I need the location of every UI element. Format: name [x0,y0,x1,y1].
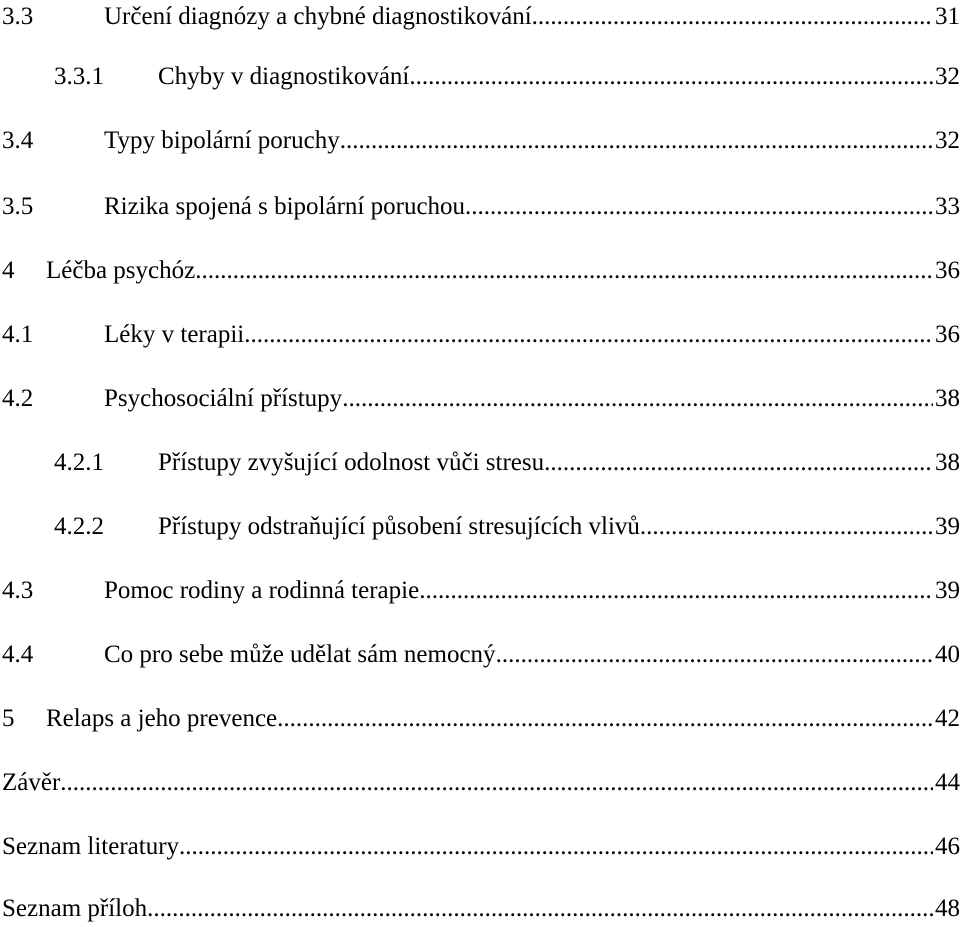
toc-entry-page: 38 [935,385,960,412]
toc-dot-leader [532,0,933,34]
toc-entry-number: 3.3 [2,3,34,30]
toc-entry-title: Léky v terapii [104,321,245,348]
toc-entry-page: 33 [935,193,960,220]
toc-entry[interactable] [0,0,960,34]
toc-entry-title: Přístupy zvyšující odolnost vůči stresu [158,449,545,476]
toc-dot-leader [465,190,933,224]
toc-dot-leader [147,892,933,926]
toc-entry-title: Seznam příloh [2,895,148,922]
toc-entry-number: 4.2.1 [54,449,104,476]
toc-entry-number: 3.5 [2,193,34,220]
toc-dot-leader [277,702,933,736]
toc-entry-page: 44 [935,769,960,796]
toc-entry[interactable] [0,574,960,608]
toc-entry[interactable] [0,766,960,800]
toc-dot-leader [640,510,933,544]
toc-entry-title: Co pro sebe může udělat sám nemocný [104,641,496,668]
toc-entry-title: Relaps a jeho prevence [46,705,278,732]
toc-entry-title: Rizika spojená s bipolární poruchou [104,193,466,220]
toc-entry-page: 31 [935,3,960,30]
toc-entry-title: Chyby v diagnostikování [158,63,410,90]
toc-entry-page: 32 [935,127,960,154]
toc-entry-title: Určení diagnózy a chybné diagnostikování [104,3,532,30]
toc-entry[interactable] [0,510,960,544]
toc-entry-title: Závěr [2,769,61,796]
toc-entry-page: 32 [935,63,960,90]
toc-dot-leader [244,318,933,352]
toc-entry-title: Pomoc rodiny a rodinná terapie [104,577,420,604]
toc-entry[interactable] [0,124,960,158]
toc-dot-leader [195,254,933,288]
toc-dot-leader [419,574,933,608]
toc-entry-page: 39 [935,513,960,540]
toc-entry-number: 4.3 [2,577,34,604]
toc-entry-title: Typy bipolární poruchy [104,127,340,154]
toc-entry[interactable] [0,702,960,736]
toc-entry-title: Psychosociální přístupy [104,385,343,412]
toc-entry[interactable] [0,318,960,352]
toc-entry-title: Přístupy odstraňující působení stresujících vlivů [158,513,640,540]
toc-dot-leader [179,830,933,864]
toc-entry[interactable] [0,446,960,480]
toc-entry[interactable] [0,830,960,864]
toc-dot-leader [60,766,933,800]
toc-entry-title: Seznam literatury [2,833,180,860]
toc-entry-number: 5 [2,705,15,732]
toc-entry[interactable] [0,254,960,288]
toc-entry[interactable] [0,382,960,416]
toc-entry-page: 38 [935,449,960,476]
toc-dot-leader [409,60,933,94]
toc-dot-leader [496,638,933,672]
toc-entry[interactable] [0,892,960,926]
toc-dot-leader [342,382,933,416]
toc-entry-page: 46 [935,833,960,860]
toc-entry[interactable] [0,60,960,94]
toc-entry-page: 36 [935,257,960,284]
toc-entry-number: 3.4 [2,127,34,154]
toc-entry-number: 3.3.1 [54,63,104,90]
toc-entry-number: 4.4 [2,641,34,668]
toc-entry[interactable] [0,638,960,672]
toc-entry-title: Léčba psychóz [46,257,196,284]
toc-dot-leader [544,446,933,480]
toc-entry[interactable] [0,190,960,224]
toc-entry-page: 40 [935,641,960,668]
toc-entry-number: 4.2 [2,385,34,412]
toc-entry-number: 4.1 [2,321,34,348]
toc-entry-number: 4 [2,257,15,284]
toc-entry-number: 4.2.2 [54,513,104,540]
toc-dot-leader [340,124,933,158]
toc-entry-page: 42 [935,705,960,732]
toc-entry-page: 48 [935,895,960,922]
toc-entry-page: 39 [935,577,960,604]
toc-entry-page: 36 [935,321,960,348]
